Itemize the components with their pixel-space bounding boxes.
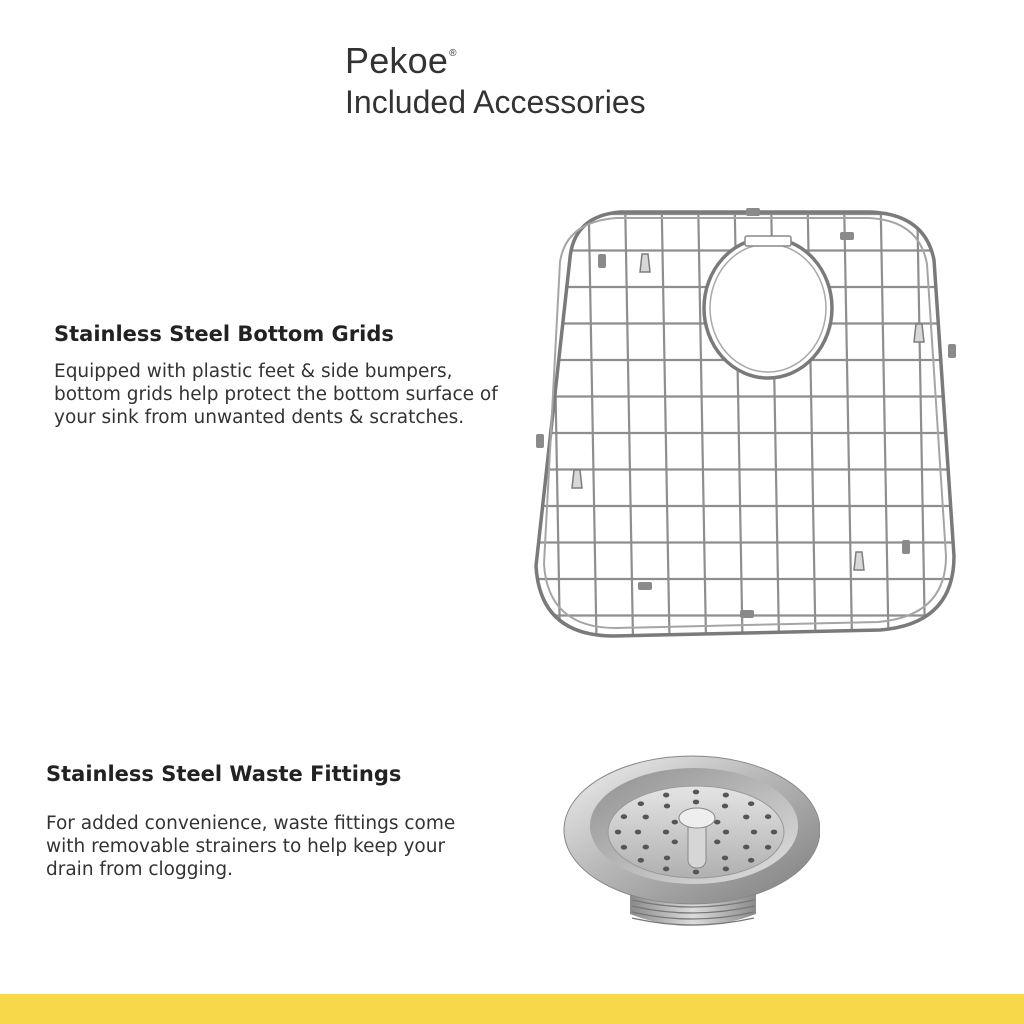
bottom-grids-description: Equipped with plastic feet & side bumpers, bottom grids help protect the bottom surface of your sink from unwanted dents & scratches. xyxy=(54,361,498,428)
brand-name: Pekoe xyxy=(345,40,449,81)
waste-fittings-title: Stainless Steel Waste Fittings xyxy=(46,762,402,786)
drain-strainer-icon xyxy=(560,738,820,938)
bottom-grids-title: Stainless Steel Bottom Grids xyxy=(54,322,394,346)
brand-title xyxy=(345,40,457,82)
waste-fittings-description: For added convenience, waste fittings come with removable strainers to help keep your drain from clogging. xyxy=(46,813,456,880)
bottom-grid-icon xyxy=(530,196,972,640)
accent-footer-bar xyxy=(0,994,1024,1024)
registered-mark: ® xyxy=(449,48,457,59)
page-subtitle: Included Accessories xyxy=(345,84,646,120)
